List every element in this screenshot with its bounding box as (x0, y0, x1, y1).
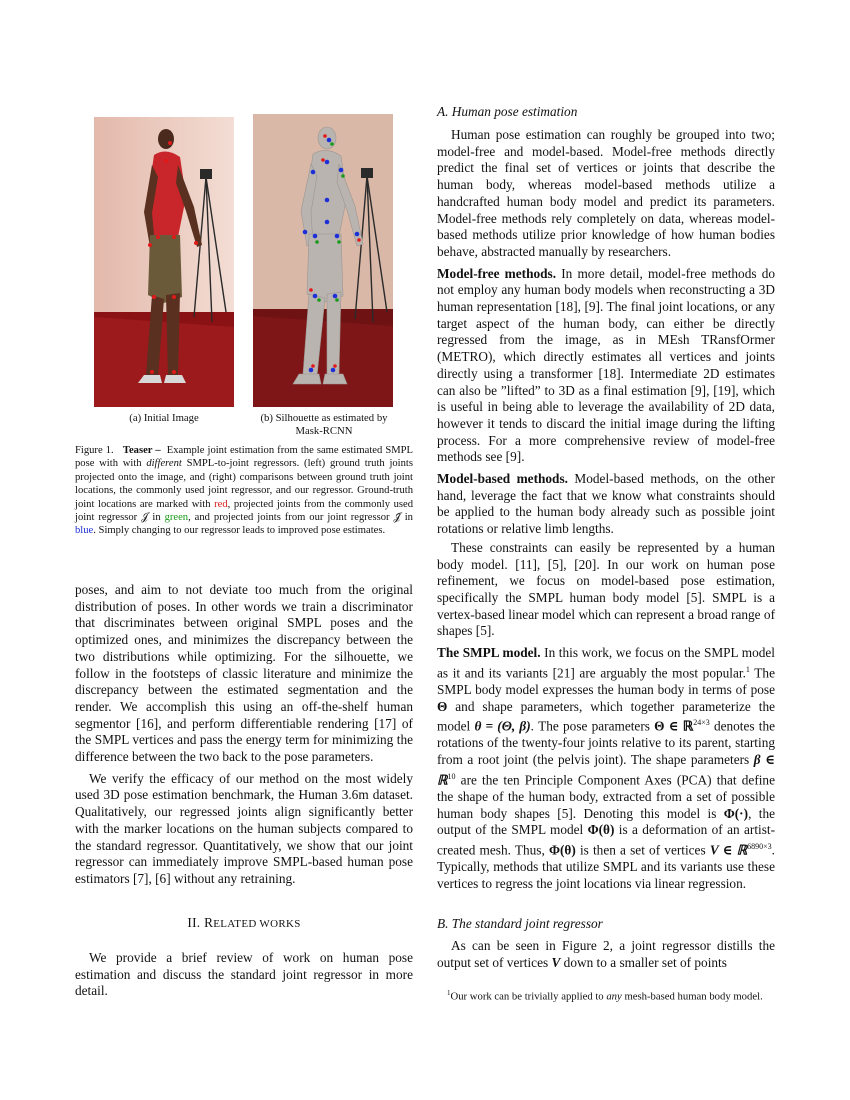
figure-image-silhouette (253, 114, 393, 407)
math-exponent: 6890×3 (747, 842, 772, 852)
subsection-heading-a: A. Human pose estimation (437, 104, 578, 119)
paragraph: poses, and aim to not deviate too much from the original distribution of poses. In other words we train a discriminator that discriminates between original SMPL poses and the optimized ones, and minimizes the discrepancy between the two distributions while optimizing. For the silhouette, we follow in the footsteps of classic literature and minimize the discrepancy between the estimated segmentation and the render. We accomplish this using an off-the-shelf human segmentor [16], and perform differentiable rendering [17] of the SMPL vertices and pass the energy term for minimizing the difference between the two back to the pose parameters. (75, 582, 413, 765)
math-exponent: 10 (447, 771, 456, 781)
subsection-heading-b: B. The standard joint regressor (437, 916, 603, 931)
math: Θ ∈ ℝ (654, 718, 694, 734)
paragraph (437, 938, 775, 971)
paragraph-text: In this work, we focus on the SMPL model as it and its variants [21] are arguably the most popular. (437, 645, 775, 681)
paragraph-text: is a deformation of an artist-created mesh. Thus, (437, 822, 776, 858)
paragraph-title: The SMPL model. (437, 645, 541, 661)
paragraph-text: denotes the rotations of the twenty-four joints relative to its parent, starting from a root joint (the pelvis joint). The shape parameters (437, 718, 776, 768)
right-column-tail (437, 938, 775, 971)
caption-bold: Teaser – (122, 445, 161, 456)
footnote-number: 1 (447, 989, 451, 997)
paragraph-title: Model-based methods. (437, 471, 568, 487)
paragraph-text: is then a set of vertices (575, 842, 710, 858)
caption-text: SMPL-to-joint regressors. (left) ground truth joints projected onto the image, and (right) comparisons between ground truth joint locations, the commonly used joint regressor, and our regressor. Ground-truth joint locations are marked with (75, 458, 413, 510)
section-number: II. (187, 915, 205, 930)
paragraph-text: The SMPL body model expresses the human body in terms of pose (437, 665, 775, 697)
paragraph: We verify the efficacy of our method on the most widely used 3D pose estimation benchmark, the Human 3.6m dataset. Qualitatively, our regressed joints align significantly better with the marker locations on the human subjects compared to the standard regressor. Quantitatively, we show that our joint regressor can immediately improve SMPL-based human pose estimators [7], [6] without any retraining. (75, 770, 413, 886)
paragraph: We provide a brief review of work on human pose estimation and discuss the standard joint regressor in more detail. (75, 950, 413, 999)
figure-caption (75, 444, 413, 538)
paragraph-title: Model-free methods. (437, 265, 557, 281)
math: β ∈ ℝ (437, 752, 775, 788)
paragraph-text: Model-based methods, on the other hand, leverage the fact that we know what constraints should be applied to the human body already such as possible joint rotations or relative limb lengths. (437, 471, 775, 537)
math: Θ (437, 698, 448, 714)
section-title-rest: ELATED WORKS (213, 918, 301, 930)
paragraph: These constraints can easily be represented by a human body model. [11], [5], [20]. In our work on human pose refinement, we focus on model-based pose estimation, specifically the SMPL human body model [5]. SMPL is a vertex-based linear model which can represent a broad range of shapes [5]. (437, 539, 775, 639)
right-column-body (437, 127, 775, 893)
paragraph-smpl (437, 645, 775, 893)
footnote (437, 987, 775, 1004)
math: θ = (Θ, β) (474, 718, 531, 734)
subcaption-b: (b) Silhouette as estimated by Mask-RCNN (260, 412, 388, 437)
caption-italic: different (146, 458, 182, 470)
math: Φ(θ) (587, 822, 615, 838)
paragraph-text: . The pose parameters (530, 718, 655, 734)
paragraph-text: down to a smaller set of points (560, 954, 727, 970)
footnote-italic: any (606, 990, 622, 1003)
paragraph-text: In more detail, model-free methods do not employ any human body models when reconstructing a 3D human representation [18], [9]. The final joint locations, or any target aspect of the human body, can either be directly regressed from the image, as in MEsh TRansfOrmer (METRO), which directly estimates all vertices and joints directly using a transformer [18]. Intermediate 2D estimates can also be ”lifted” to 3D as a final estimation [9], [19], which is useful in being able to leverage the availability of 2D data, however it tends to discard the initial image during the lifting process. For a more comprehensive review of model-free methods see [9]. (437, 265, 775, 465)
caption-green: green (164, 512, 189, 524)
caption-text: , projected joints from the commonly used joint regressor 𝒥 in (75, 498, 413, 524)
footnote-text: Our work can be trivially applied to (450, 990, 607, 1003)
caption-text: , and projected joints from our joint regressor 𝒥̂ in (188, 512, 413, 524)
math: V ∈ ℝ (709, 842, 748, 858)
caption-label: Figure 1. (75, 445, 114, 456)
subcaption-a: (a) Initial Image (129, 412, 199, 424)
paragraph: Human pose estimation can roughly be grouped into two; model-free and model-based. Model-free methods directly predict the final set of vertices or joints that describe the human body, whereas model-based methods utilize a handcrafted human body model and predict its parameters. Model-free methods rely completely on data, whereas model-based methods utilize prior knowledge of how human bodies behave, abstracted manually by researchers. (437, 127, 775, 259)
paragraph-text: are the ten Principle Component Axes (PCA) that define the shape of the human body, extracted from a set of possible human body shapes [5]. Denoting this model is (437, 772, 775, 821)
paragraph-text: , the output of the SMPL model (437, 805, 775, 838)
math-exponent: 24×3 (693, 718, 710, 728)
paragraph-text: . Typically, methods that utilize SMPL and its variants use these vertices to regress the joint locations via linear regression. (437, 842, 775, 891)
figure-image-initial (94, 117, 234, 407)
caption-text: . Simply changing to our regressor leads to improved pose estimates. (93, 525, 386, 537)
left-column-intro (75, 950, 413, 1000)
section-heading (75, 915, 413, 931)
math: Φ(θ) (548, 842, 576, 858)
footnote-ref: 1 (745, 664, 750, 674)
paragraph-model-free (437, 266, 775, 466)
caption-blue: blue (75, 525, 94, 537)
paragraph-text: and shape parameters, which together parameterize the model (437, 698, 775, 734)
caption-text: Example joint estimation from the same estimated SMPL pose with with (75, 445, 413, 470)
math: V (551, 954, 561, 970)
section-title-first: R (204, 915, 214, 930)
caption-red: red (214, 498, 228, 510)
paragraph-model-based (437, 471, 775, 538)
footnote-text: mesh-based human body model. (621, 990, 763, 1003)
paragraph-text: As can be seen in Figure 2, a joint regressor distills the output set of vertices (437, 938, 775, 970)
math: Φ(·) (723, 805, 749, 821)
left-column-body (75, 582, 413, 888)
